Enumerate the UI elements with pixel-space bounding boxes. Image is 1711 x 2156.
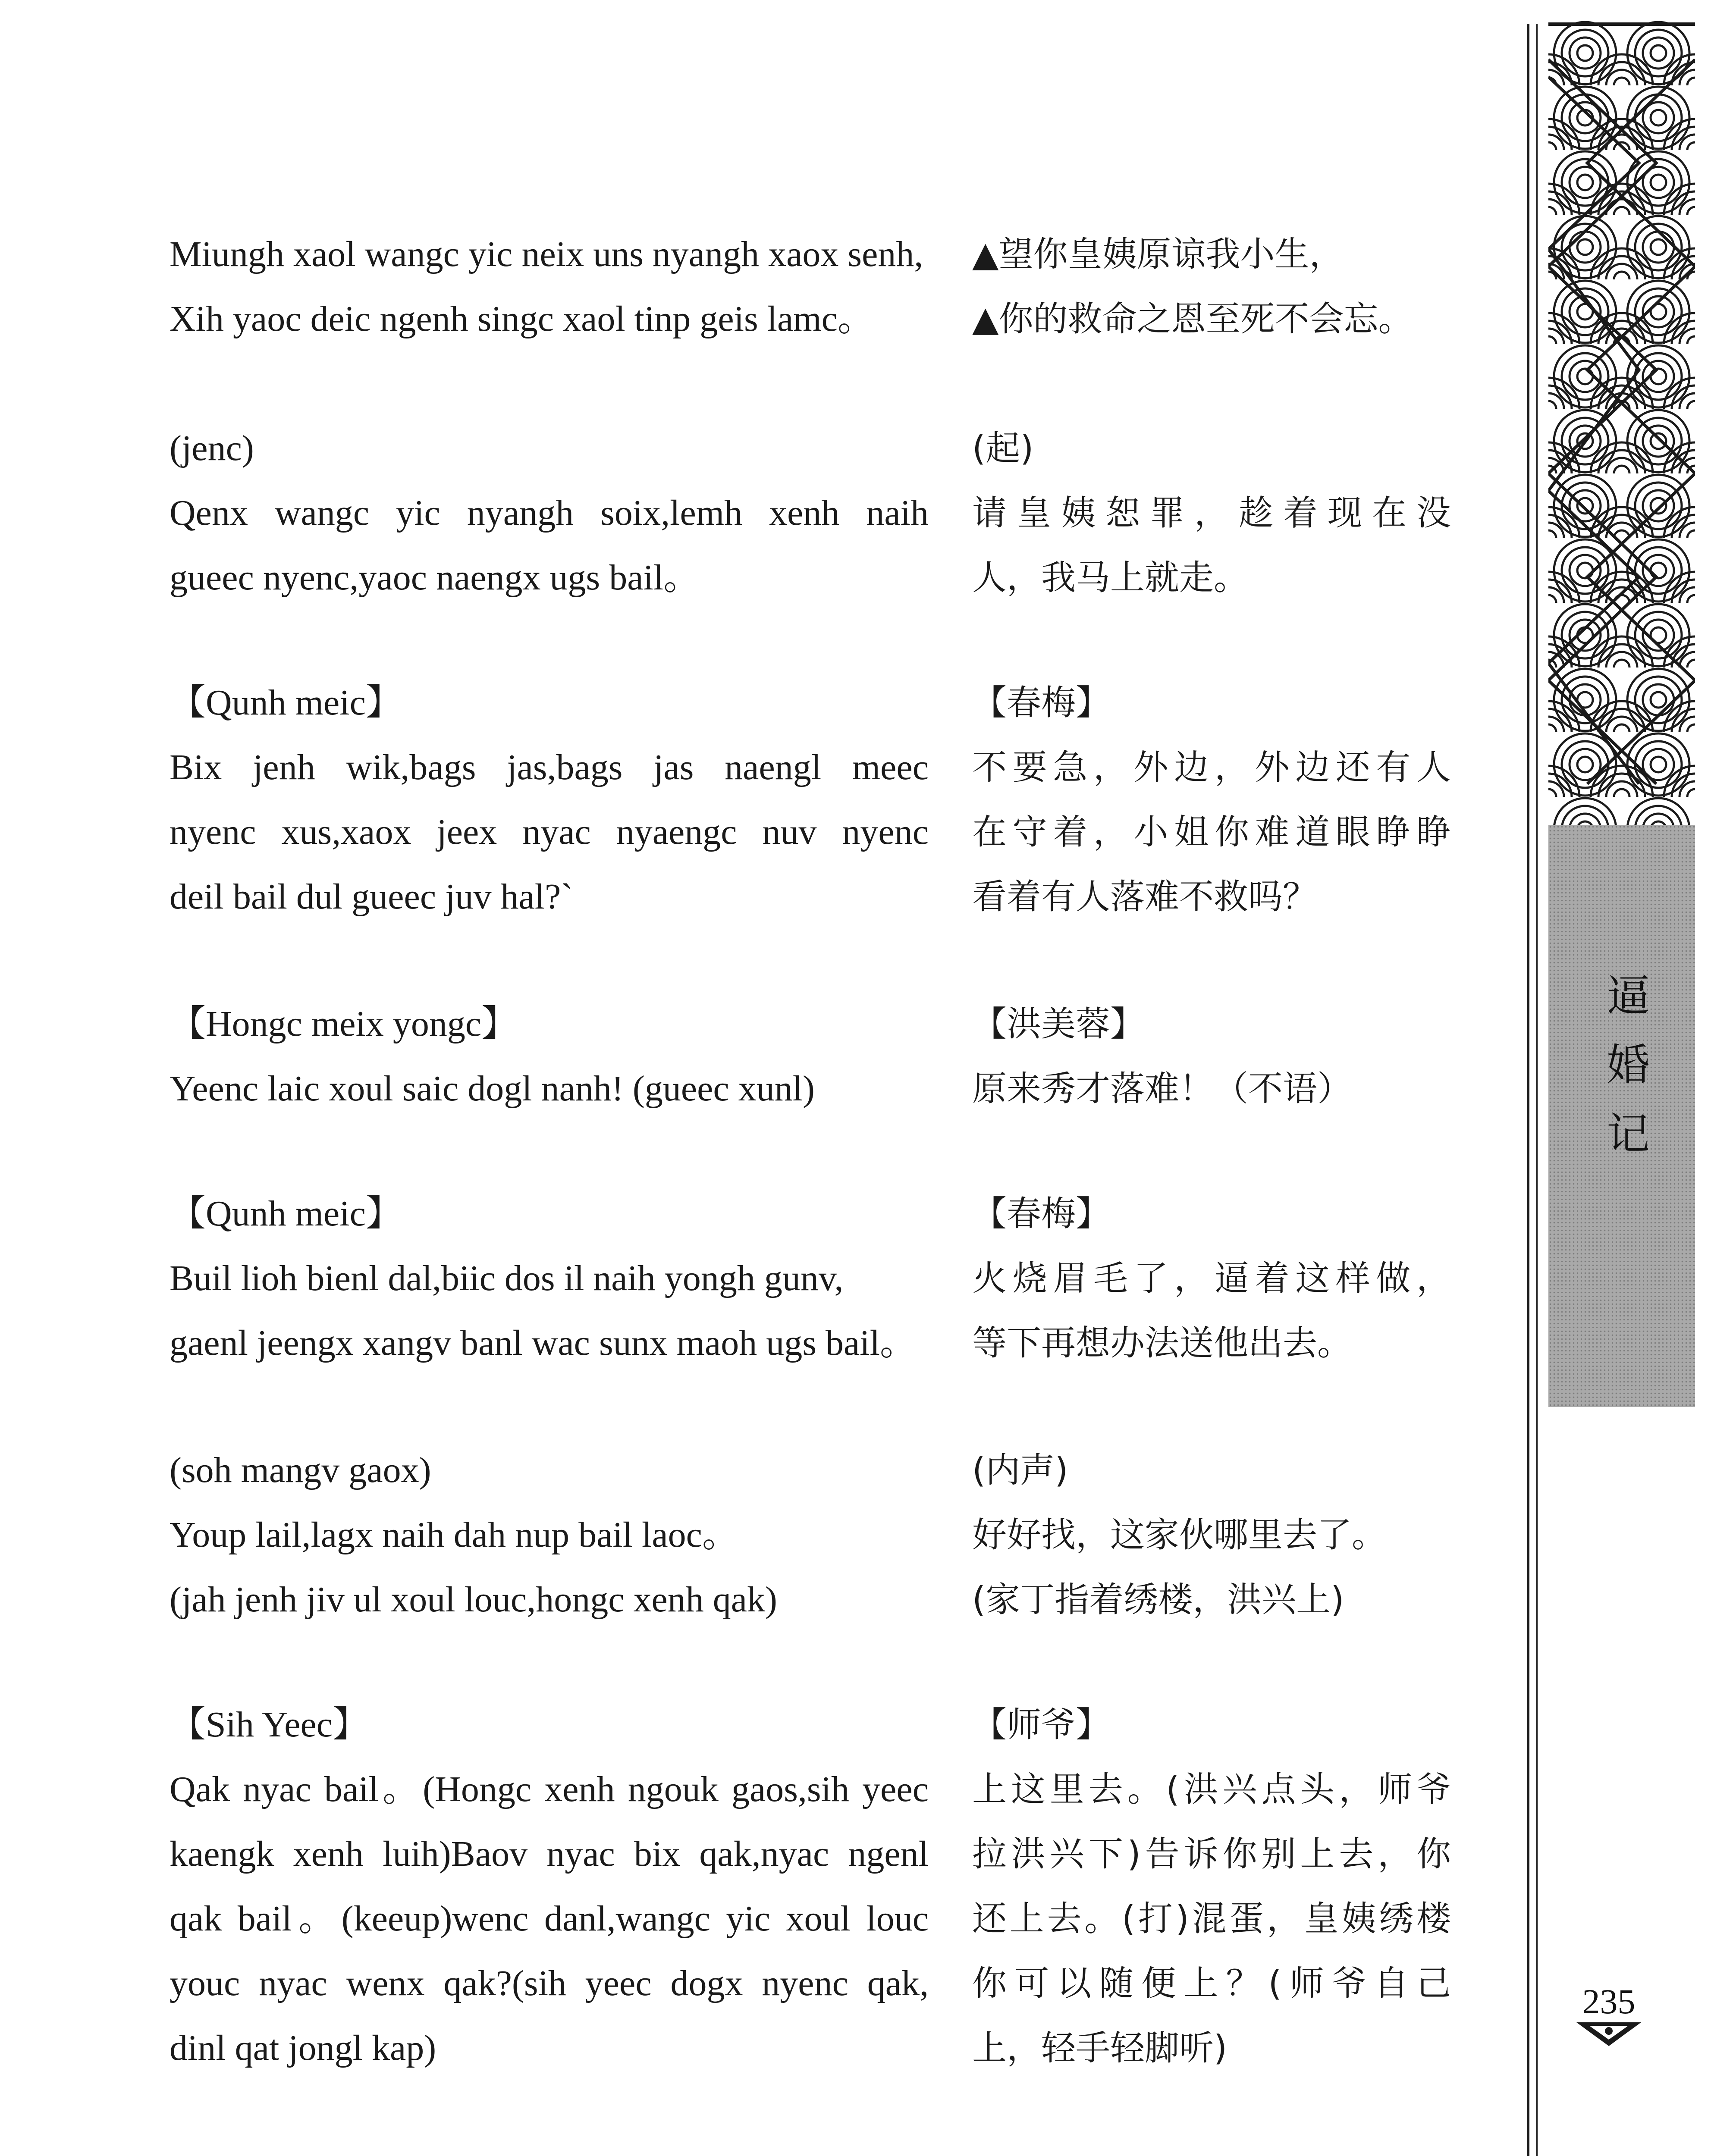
dong-line: Yeenc laic xoul saic dogl nanh! (gueec xunl) [170, 1069, 815, 1109]
zh-line: 原来秀才落难！（不语） [972, 1069, 1352, 1109]
stage-direction: (jenc) [170, 428, 254, 468]
zh-line: 上这里去。(洪兴点头，师爷 [972, 1769, 1451, 1809]
dialogue-block-6-zh [972, 1438, 1451, 1632]
dong-line: Buil lioh bienl dal,biic dos il naih yongh gunv, [170, 1258, 844, 1298]
page-number: 235 [1582, 1982, 1636, 2021]
speaker-label: 【Qunh meic】 [170, 683, 402, 723]
stage-direction: (家丁指着绣楼，洪兴上) [972, 1579, 1344, 1620]
dong-line: Qenx wangc yic nyangh soix,lemh xenh naih [170, 493, 929, 533]
speaker-label: 【师爷】 [972, 1705, 1110, 1745]
speaker-label: 【Hongc meix yongc】 [170, 1004, 518, 1044]
dialogue-block-7-zh [972, 1692, 1451, 2081]
zh-line: 好好找，这家伙哪里去了。 [972, 1515, 1386, 1555]
zh-line: 请皇姨恕罪，趁着现在没 [972, 493, 1451, 533]
dong-line: Xih yaoc deic ngenh singc xaol tinp geis lamc。 [170, 299, 874, 339]
cloud-pattern-ornament [1548, 21, 1695, 825]
zh-line: 还上去。(打)混蛋，皇姨绣楼 [972, 1899, 1451, 1939]
zh-line: 等下再想办法送他出去。 [972, 1323, 1352, 1363]
zh-line: 你可以随便上？(师爷自己 [972, 1963, 1451, 2003]
dialogue-block-6-dong [170, 1438, 929, 1632]
zh-line: 在守着，小姐你难道眼睁睁 [972, 812, 1451, 852]
dong-line: gaenl jeengx xangv banl wac sunx maoh ugs bail。 [170, 1323, 916, 1363]
dialogue-block-5-zh [972, 1181, 1451, 1376]
page-number-ornament-icon [1576, 2022, 1641, 2046]
running-title-char: 婚 [1607, 1040, 1650, 1090]
zh-line: 拉洪兴下)告诉你别上去，你 [972, 1834, 1451, 1874]
stage-direction: (jah jenh jiv ul xoul louc,hongc xenh qak) [170, 1579, 778, 1620]
dialogue-block-7-dong [170, 1692, 929, 2081]
zh-line: 看着有人落难不救吗？ [972, 877, 1317, 917]
zh-line: ▲你的救命之恩至死不会忘。 [972, 299, 1413, 339]
zh-line: 不要急，外边，外边还有人 [972, 747, 1451, 787]
speaker-label: 【春梅】 [972, 1194, 1110, 1234]
dong-line: Qak nyac bail。(Hongc xenh ngouk gaos,sih yeec [170, 1769, 929, 1809]
dong-line: youc nyac wenx qak?(sih yeec dogx nyenc qak, [170, 1963, 929, 2003]
speaker-label: 【Sih Yeec】 [170, 1705, 369, 1745]
dialogue-block-1-dong [170, 222, 929, 351]
running-title-char: 记 [1607, 1109, 1650, 1159]
dialogue-block-2-zh [972, 416, 1451, 610]
dialogue-block-4-dong [170, 992, 929, 1121]
stage-direction: (起) [972, 428, 1034, 468]
dialogue-block-4-zh [972, 992, 1451, 1121]
dialogue-block-3-dong [170, 671, 929, 929]
dialogue-block-2-dong [170, 416, 929, 610]
speaker-label: 【春梅】 [972, 683, 1110, 723]
zh-line: ▲望你皇姨原谅我小生， [972, 234, 1344, 274]
dong-line: gueec nyenc,yaoc naengx ugs bail。 [170, 558, 700, 598]
speaker-label: 【Qunh meic】 [170, 1194, 402, 1234]
speaker-label: 【洪美蓉】 [972, 1004, 1145, 1044]
zh-line: 人，我马上就走。 [972, 558, 1248, 598]
running-title [1604, 962, 1652, 1169]
margin-rule [1527, 24, 1529, 2156]
dialogue-block-1-zh [972, 222, 1451, 351]
dialogue-block-5-dong [170, 1181, 929, 1376]
running-title-char: 逼 [1607, 971, 1650, 1021]
zh-line: 上，轻手轻脚听) [972, 2028, 1228, 2068]
margin-rule-thin [1536, 24, 1538, 2156]
dong-line: dinl qat jongl kap) [170, 2028, 436, 2068]
dialogue-block-3-zh [972, 671, 1451, 929]
stage-direction: (soh mangv gaox) [170, 1450, 431, 1490]
dong-line: deil bail dul gueec juv hal?` [170, 877, 573, 917]
dong-line: nyenc xus,xaox jeex nyac nyaengc nuv nyenc [170, 812, 929, 852]
stage-direction: (内声) [972, 1450, 1068, 1490]
dong-line: kaengk xenh luih)Baov nyac bix qak,nyac ngenl [170, 1834, 929, 1874]
dong-line: qak bail。(keeup)wenc danl,wangc yic xoul louc [170, 1899, 929, 1939]
dong-line: Bix jenh wik,bags jas,bags jas naengl meec [170, 747, 929, 787]
dong-line: Miungh xaol wangc yic neix uns nyangh xaox senh, [170, 234, 923, 274]
zh-line: 火烧眉毛了，逼着这样做， [972, 1258, 1451, 1298]
dong-line: Youp lail,lagx naih dah nup bail laoc。 [170, 1515, 738, 1555]
